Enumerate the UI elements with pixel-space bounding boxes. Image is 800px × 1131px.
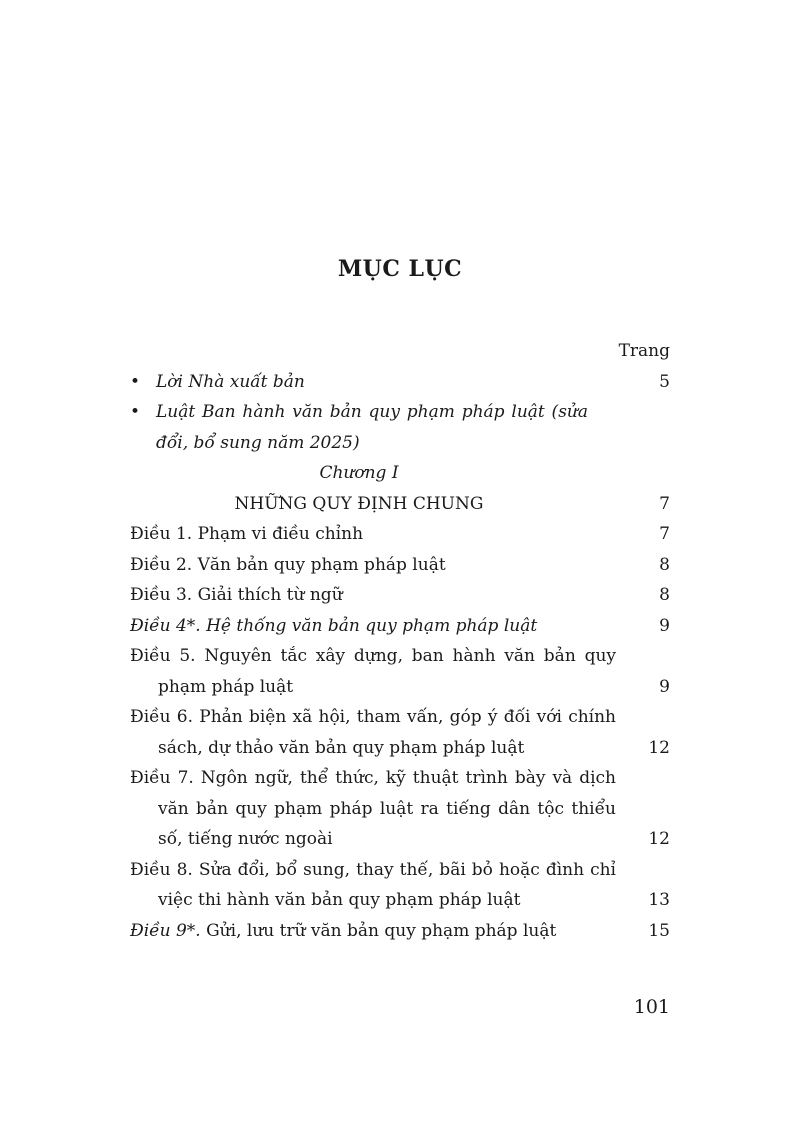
toc-entry-page: 9 — [659, 615, 670, 636]
toc-entry-text: Điều 6. Phản biện xã hội, tham vấn, góp ý đối với chính sách, dự thảo văn bản quy phạm pháp luật — [130, 707, 616, 758]
chapter-title-entry — [130, 489, 670, 520]
toc-entry-title: Gửi, lưu trữ văn bản quy phạm pháp luật — [200, 920, 557, 941]
toc-entry-text: Điều 2. Văn bản quy phạm pháp luật — [130, 554, 446, 575]
toc-entry-text: Điều 4*. Hệ thống văn bản quy phạm pháp luật — [130, 615, 538, 636]
toc-entry-page: 12 — [648, 829, 670, 849]
toc-entry-page: 15 — [648, 920, 670, 941]
toc-entry-page: 9 — [659, 676, 670, 697]
bullet-icon: • — [130, 402, 141, 422]
toc-entry-text: Điều 1. Phạm vi điều chỉnh — [130, 524, 364, 544]
toc-entry-label: Điều 9*. — [130, 920, 201, 941]
toc-entry-page: 5 — [659, 371, 670, 392]
toc-entry — [130, 763, 670, 855]
chapter-title: NHỮNG QUY ĐỊNH CHUNG — [234, 493, 484, 514]
toc-entry-page: 12 — [648, 737, 670, 758]
page-number: 101 — [633, 996, 670, 1018]
toc-bullet-entry — [130, 397, 670, 458]
toc-entry-text: Luật Ban hành văn bản quy phạm pháp luật (sửa đổi, bổ sung năm 2025) — [156, 402, 588, 453]
toc-entry-text: Điều 5. Nguyên tắc xây dựng, ban hành văn bản quy phạm pháp luật — [130, 646, 616, 697]
toc-entry — [130, 855, 670, 916]
toc-entry — [130, 702, 670, 763]
toc-entry-page: 8 — [659, 585, 670, 605]
toc-entry-page: 7 — [659, 493, 670, 514]
toc-entry-text — [130, 916, 616, 947]
toc-entry — [130, 641, 670, 702]
toc-entry-page: 7 — [659, 524, 670, 544]
toc-bullet-entry — [130, 367, 670, 398]
toc-entry-text: Lời Nhà xuất bản — [156, 371, 305, 392]
toc-entry-page: 8 — [659, 554, 670, 575]
toc-entry — [130, 916, 670, 947]
bullet-icon: • — [130, 371, 141, 392]
page-title: MỤC LỤC — [337, 256, 463, 282]
toc-entry — [130, 611, 670, 642]
toc-entry — [130, 519, 670, 550]
chapter-label: Chương I — [319, 463, 399, 483]
toc-entry-text: Điều 7. Ngôn ngữ, thể thức, kỹ thuật trình bày và dịch văn bản quy phạm pháp luật ra tiếng dân tộc thiểu số, tiếng nước ngoài — [130, 768, 616, 849]
toc-entry — [130, 550, 670, 581]
page-column-header: Trang — [618, 341, 670, 361]
table-of-contents — [130, 336, 670, 946]
toc-entry-page: 13 — [648, 890, 670, 910]
toc-entry-text: Điều 8. Sửa đổi, bổ sung, thay thế, bãi bỏ hoặc đình chỉ việc thi hành văn bản quy phạm pháp luật — [130, 859, 616, 910]
toc-entry — [130, 580, 670, 611]
toc-entry-text: Điều 3. Giải thích từ ngữ — [130, 585, 343, 605]
